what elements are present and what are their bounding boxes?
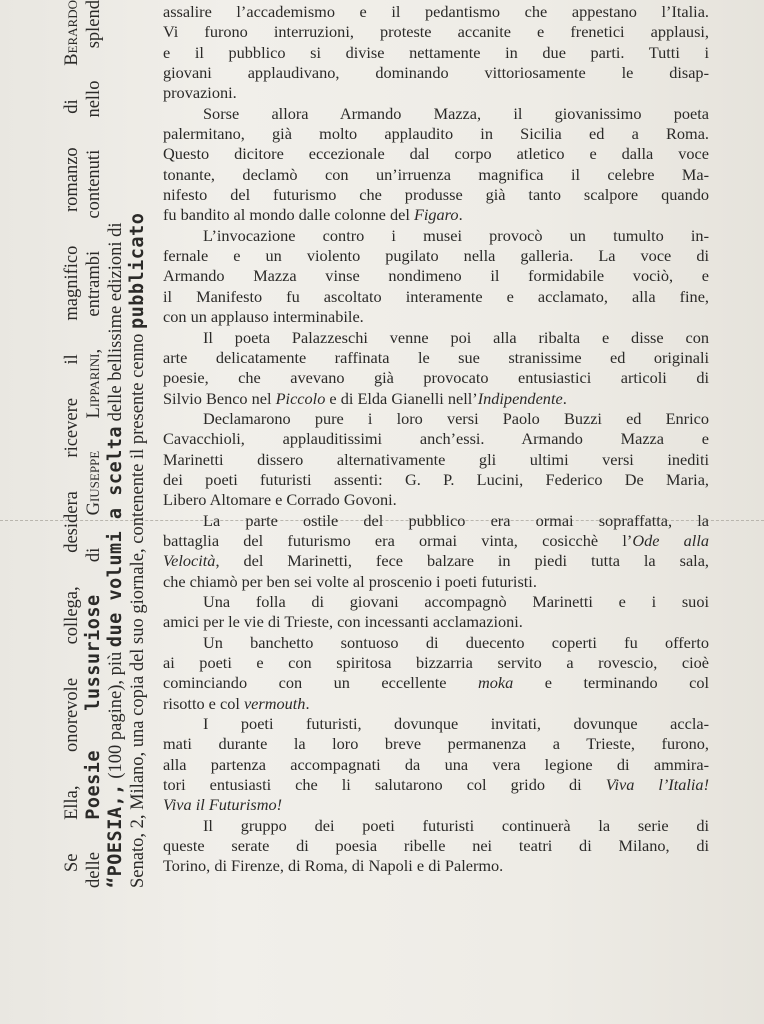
paragraph [163,409,709,511]
text-segment: fernale e un violento pugilato nella galleria. La voce di [163,246,709,266]
text-segment: nifesto del futurismo che produsse già tanto scalpore quando [163,185,709,205]
text-segment: tori entusiasti che li salutarono col grido di [163,775,606,795]
text-line [163,511,709,531]
paragraph [163,226,709,328]
text-line [163,124,709,144]
text-line [163,612,709,632]
paragraph [163,2,709,104]
italic-text: Viva il Futurismo! [163,795,283,815]
text-segment: Libero Altomare e Corrado Govoni. [163,490,397,510]
notice-line [83,0,105,888]
text-segment: dei poeti futuristi assenti: G. P. Lucini, Federico De Maria, [163,469,709,489]
text-line [163,287,709,307]
text-line [163,266,709,286]
text-segment: arte delicatamente raffinata le sue stranissime ed originali [163,347,709,367]
text-segment: Il poeta Palazzeschi venne poi alla ribalta e disse con [203,327,709,347]
notice-line [62,0,83,888]
text-line [163,205,709,225]
text-segment: delle [84,819,104,888]
text-line [163,22,709,42]
italic-text: vermouth [243,693,306,713]
bold-text: pubblicato [127,212,148,330]
italic-text: moka [477,673,514,693]
text-segment: mati durante la loro breve permanenza a Trieste, furono, [163,734,709,754]
italic-text: Velocità [163,551,216,571]
paragraph [163,816,709,877]
text-segment: Questo dicitore eccezionale dal corpo atletico e dalla voce [163,144,709,164]
text-segment: , del Marinetti, fece balzare in piedi tutta la sala, [215,551,709,571]
text-segment: giovani applaudivano, dominando vittoriosamente le disap- [163,63,709,83]
text-line [163,490,709,510]
text-line [163,551,709,571]
text-line [163,307,709,327]
text-line [163,83,709,103]
text-segment: palermitano, già molto applaudito in Sicilia ed a Roma. [163,124,709,144]
text-segment: assalire l’accademismo e il pedantismo che appestano l’Italia. [163,2,709,21]
text-segment: Senato, 2, Milano, una copia del suo giornale, contenente il presente cenno [128,329,148,888]
text-line [163,694,709,714]
text-segment: , entrambi contenuti nello splend [84,0,104,354]
text-line [163,450,709,470]
text-line [163,755,709,775]
text-segment: Torino, di Firenze, di Roma, di Napoli e di Palermo. [163,856,504,876]
vertical-margin-notice [62,0,154,888]
text-segment: amici per le vie di Trieste, con incessanti acclamazioni. [163,612,523,632]
text-line [163,43,709,63]
text-line [163,673,709,693]
text-line [163,368,709,388]
text-line [163,104,709,124]
text-segment: Declamarono pure i loro versi Paolo Buzzi ed Enrico [203,408,709,428]
text-line [163,389,709,409]
text-segment: Marinetti dissero alternativamente gli ultimi versi inediti [163,449,709,469]
text-segment: Sorse allora Armando Mazza, il giovanissimo poeta [203,103,709,123]
text-segment: . [458,205,463,225]
text-segment: provazioni. [163,83,237,103]
text-segment: Cavacchioli, applauditissimi anch’essi. Armando Mazza e [163,429,709,449]
text-segment: che chiamò per ben sei volte al proscenio i poeti futuristi. [163,571,537,591]
text-line [163,226,709,246]
text-segment: alla partenza accompagnati da una vera legione di ammira- [163,754,709,774]
text-line [163,714,709,734]
text-segment: il Manifesto fu ascoltato interamente e acclamato, alla fine, [163,286,709,306]
italic-text: Viva l’Italia! [605,775,709,795]
text-line [163,836,709,856]
text-segment: Silvio Benco nel [163,388,276,408]
italic-text: Figaro [413,205,459,225]
text-segment: di [84,515,104,595]
text-line [163,592,709,612]
text-segment: cominciando con un eccellente [163,673,478,693]
notice-line [127,0,149,888]
text-line [163,144,709,164]
text-line [163,246,709,266]
paragraph [163,714,709,816]
text-line [163,633,709,653]
paragraph [163,104,709,226]
text-segment: e di Elda Gianelli nell’ [325,388,478,408]
small-caps-text: Berardo [62,0,82,66]
text-line [163,2,709,22]
italic-text: Indipendente [477,388,563,408]
text-segment: queste serate di poesia ribelle nei teatri di Milano, di [163,836,709,856]
text-segment: Se Ella, onorevole collega, desidera ricevere il magnifico romanzo di [62,65,82,872]
text-segment: I poeti futuristi, dovunque invitati, dovunque accla- [203,714,709,734]
text-segment: Un banchetto sontuoso di duecento coperti fu offerto [203,632,709,652]
bold-text: “POESIA,, [105,783,126,888]
text-segment: delle bellissime edizioni di [106,222,126,426]
paragraph [163,328,709,409]
notice-line [105,0,127,888]
text-line [163,429,709,449]
text-segment: . [305,693,310,713]
text-segment: tonante, declamò con un’irruenza magnifica il celebre Ma- [163,164,709,184]
text-segment: La parte ostile del pubblico era ormai sopraffatta, la [203,510,709,530]
bold-text: Poesie lussuriose [83,594,104,820]
text-line [163,470,709,490]
text-line [163,185,709,205]
text-line [163,856,709,876]
text-segment: L’invocazione contro i musei provocò un tumulto in- [203,225,709,245]
paragraph [163,592,709,633]
text-segment: battaglia del futurismo era ormai vinta, cosicchè l’ [163,530,633,550]
text-segment: Vi furono interruzioni, proteste accanite e frenetici applausi, [163,22,709,42]
text-segment: ai poeti e con spiritosa bizzarria servito a rovescio, cioè [163,653,709,672]
paragraph [163,511,709,592]
text-line [163,531,709,551]
text-line [163,63,709,83]
text-line [163,816,709,836]
text-line [163,734,709,754]
text-segment: poesie, che avevano già provocato entusiastici articoli di [163,368,709,388]
paragraph [163,633,709,714]
text-line [163,328,709,348]
text-segment: fu bandito al mondo dalle colonne del [163,205,414,225]
text-line [163,348,709,368]
text-line [163,795,709,815]
article-body [163,2,709,877]
italic-text: Ode alla [632,530,709,550]
text-segment: Armando Mazza vinse nondimeno il formidabile vociò, e [163,266,709,286]
text-segment: e terminando col [513,673,710,693]
text-segment: risotto e col [163,693,244,713]
text-line [163,653,709,673]
bold-text: due volumi a scelta [105,425,126,648]
small-caps-text: Giuseppe Lipparini [84,353,104,516]
text-segment: (100 pagine), più [106,647,126,784]
text-line [163,572,709,592]
italic-text: Piccolo [275,388,326,408]
text-segment: Il gruppo dei poeti futuristi continuerà la serie di [203,815,709,835]
text-segment: con un applauso interminabile. [163,307,364,327]
text-segment: . [562,388,567,408]
text-segment: e il pubblico si divise nettamente in due parti. Tutti i [163,42,709,62]
text-line [163,775,709,795]
text-segment: Una folla di giovani accompagnò Marinetti e i suoi [203,591,709,611]
text-line [163,409,709,429]
text-line [163,165,709,185]
